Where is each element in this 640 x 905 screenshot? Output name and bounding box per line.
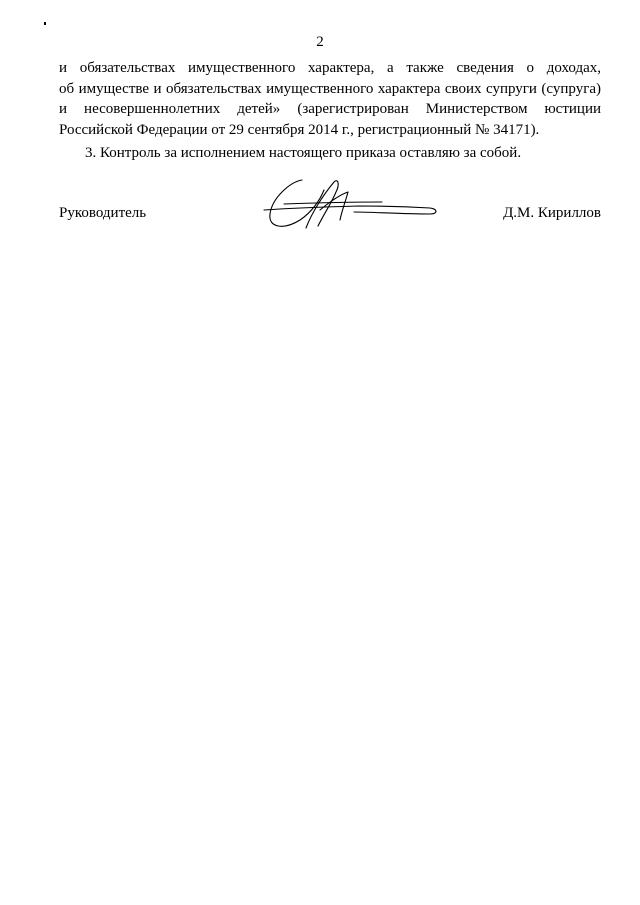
signature-stroke-c bbox=[264, 206, 436, 214]
signer-role: Руководитель bbox=[59, 205, 147, 221]
scan-artifact bbox=[44, 22, 46, 25]
text-line: и обязательствах имущественного характера, а также сведения о доходах, bbox=[59, 60, 601, 76]
text-line: Российской Федерации от 29 сентября 2014 г., регистрационный № 34171). bbox=[59, 121, 540, 138]
document-body bbox=[59, 58, 601, 164]
handwritten-signature bbox=[262, 170, 440, 232]
paragraph-item-3: 3. Контроль за исполнением настоящего приказа оставляю за собой. bbox=[85, 145, 522, 161]
page-number: 2 bbox=[316, 34, 324, 50]
signature-stroke-d bbox=[284, 202, 382, 204]
signer-name: Д.М. Кириллов bbox=[503, 205, 601, 221]
text-line: об имуществе и обязательствах имущественного характера своих супруги (супруга) bbox=[59, 80, 601, 97]
signature-stroke-a bbox=[306, 181, 338, 228]
text-line: и несовершеннолетних детей» (зарегистрирован Министерством юстиции bbox=[59, 101, 601, 117]
paragraph-continuation bbox=[59, 58, 601, 140]
